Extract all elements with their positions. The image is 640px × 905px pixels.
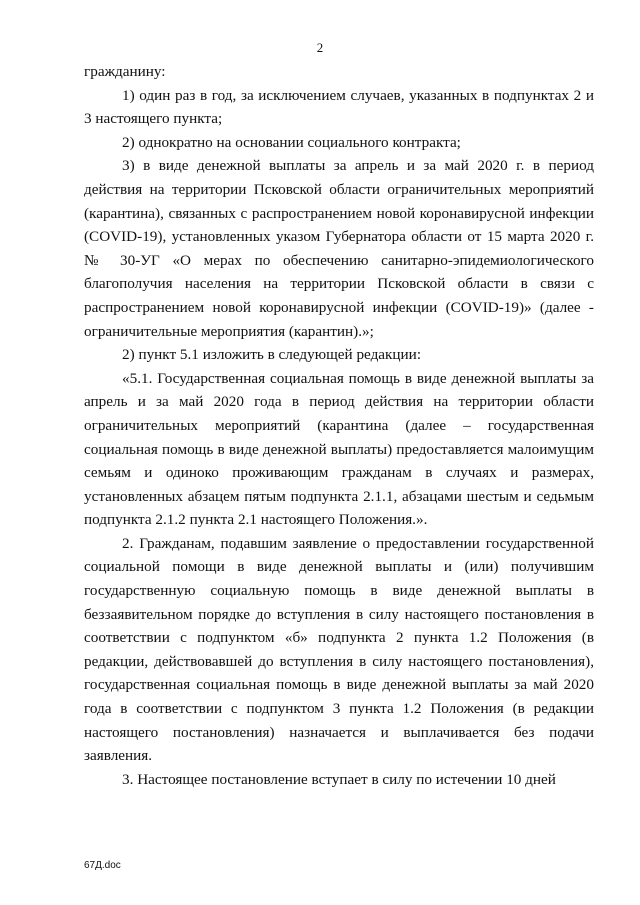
paragraph-subitem-3: 3) в виде денежной выплаты за апрель и за май 2020 г. в период действия на территории Псковской области ограничительных мероприятий (карантина), связанных с распространением новой коронавирусной инфекции (COVID-19), установленных указом Губернатора области от 15 марта 2020 г. № 30-УГ «О мерах по обеспечению санитарно-эпидемиологического благополучия населения на территории Псковской области в связи с распространением новой коронавирусной инфекции (COVID-19)» (далее - ограничительные мероприятия (карантин).»; [84,157,594,340]
paragraph-section-2: 2. Гражданам, подавшим заявление о предоставлении государственной социальной помощи в виде денежной выплаты и (или) получившим государственную социальную помощь в виде денежной выплаты в беззаявительном порядке до вступления в силу настоящего постановления в соответствии с подпунктом «б» подпункта 2 пункта 1.2 Положения (в редакции, действовавшей до вступления в силу настоящего постановления), государственная социальная помощь в виде денежной выплаты за май 2020 года в соответствии с подпунктом 3 пункта 1.2 Положения (в редакции настоящего постановления) назначается и выплачивается без подачи заявления. [84,534,594,765]
paragraph-subitem-2: 2) однократно на основании социального контракта; [122,133,461,151]
paragraph-section-3: 3. Настоящее постановление вступает в силу по истечении 10 дней [122,770,556,788]
footer-filename: 67Д.doc [84,860,121,871]
paragraph-subitem-1: 1) один раз в год, за исключением случаев, указанных в подпунктах 2 и 3 настоящего пункта; [84,86,594,128]
page-number: 2 [316,40,324,55]
paragraph-continuation: гражданину: [84,63,166,80]
body-text [84,60,594,791]
paragraph-amendment-intro: 2) пункт 5.1 изложить в следующей редакции: [122,346,422,364]
paragraph-clause-5-1: «5.1. Государственная социальная помощь в виде денежной выплаты за апрель и за май 2020 года в период действия на территории области ограничительных мероприятий (карантина (далее – государственная социальная помощь в виде денежной выплаты) предоставляется малоимущим семьям и одиноко проживающим гражданам в случаях и размерах, установленных абзацем пятым подпункта 2.1.1, абзацами шестым и седьмым подпункта 2.1.2 пункта 2.1 настоящего Положения.». [84,369,594,529]
